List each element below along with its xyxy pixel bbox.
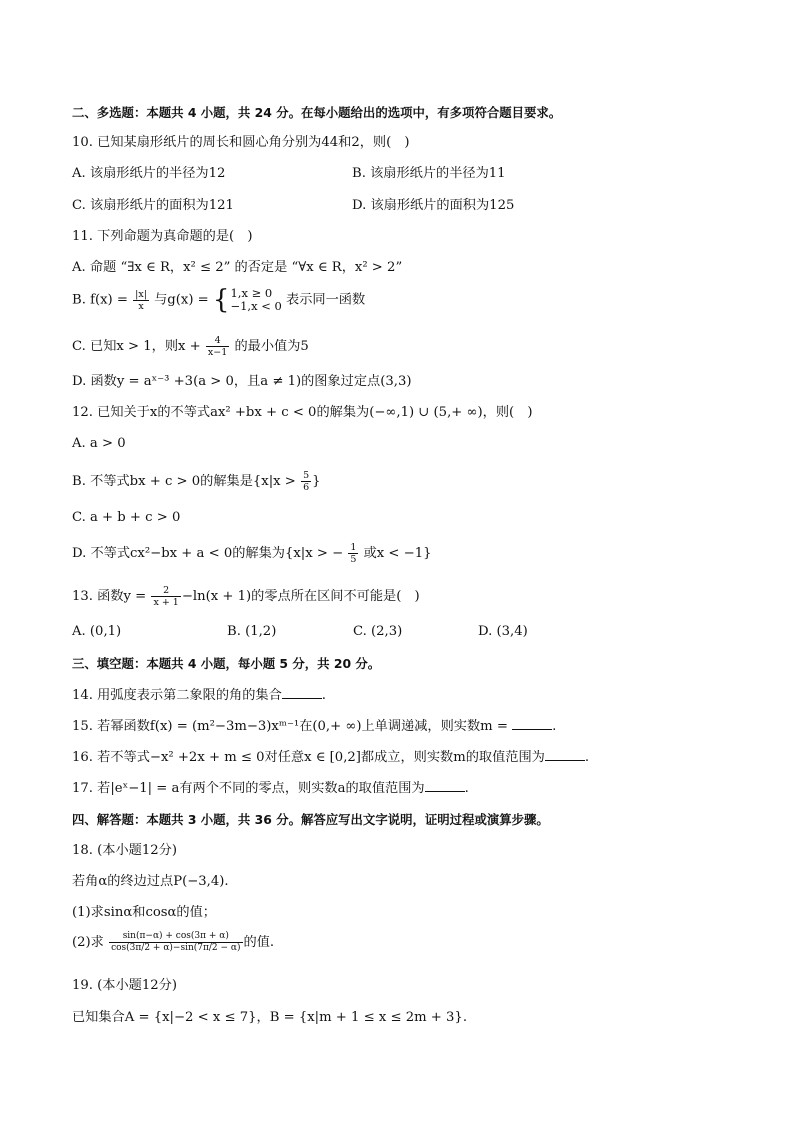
q12b-fraction: $\frac{5}{6}$ xyxy=(303,470,310,493)
question-14: 14. 用弧度表示第二象限的角的集合 . xyxy=(72,688,326,703)
q11-option-a: A. 命题 “∃x ∈ R，x² ≤ 2” 的否定是 “∀x ∈ R，x² > 2” xyxy=(72,260,403,275)
question-11-stem: 11. 下列命题为真命题的是( ) xyxy=(72,229,253,244)
piecewise-cases: 1,x ≥ 0 −1,x < 0 xyxy=(230,286,282,313)
q11-option-d: D. 函数y = aˣ⁻³ +3(a > 0，且a ≠ 1)的图象过定点(3,3) xyxy=(72,374,412,389)
q13-fraction: $\frac{2}{x + 1}$ xyxy=(153,585,179,608)
answer-blank xyxy=(545,748,585,761)
q18-part-2: (2)求 $\frac{\sin(\pi-\alpha) + \cos(3\pi + \alpha)}{\cos(3\pi/2 + \alpha)-\sin(7\pi/2 - \alpha)}$ 的值. xyxy=(72,931,275,953)
question-16: 16. 若不等式−x² +2x + m ≤ 0对任意x ∈ [0,2]都成立，则实数m的取值范围为 . xyxy=(72,750,590,765)
piecewise-brace: { xyxy=(212,285,230,315)
q18-fraction: $\frac{\sin(\pi-\alpha) + \cos(3\pi + \alpha)}{\cos(3\pi/2 + \alpha)-\sin(7\pi/2 - \alpha)}$ xyxy=(111,931,241,953)
q13-option-c: C. (2,3) xyxy=(353,624,403,639)
answer-blank xyxy=(425,779,465,792)
section-header-free-response: 四、解答题：本题共 3 小题，共 36 分。解答应写出文字说明，证明过程或演算步骤。 xyxy=(72,812,549,827)
question-15: 15. 若幂函数f(x) = (m²−3m−3)xᵐ⁻¹在(0,+ ∞)上单调递减，则实数m = . xyxy=(72,719,557,734)
q11b-fraction: $\frac{|x|}{x}$ xyxy=(135,288,147,312)
q19-given: 已知集合A = {x|−2 < x ≤ 7}，B = {x|m + 1 ≤ x ≤ 2m + 3}. xyxy=(72,1010,468,1025)
answer-blank xyxy=(282,686,322,699)
q13-option-b: B. (1,2) xyxy=(227,624,277,639)
q13-option-d: D. (3,4) xyxy=(478,624,528,639)
q12-option-b: B. 不等式bx + c > 0的解集是{x|x > $\frac{5}{6}$ } xyxy=(72,470,321,493)
question-19-title: 19. (本小题12分) xyxy=(72,978,177,993)
q11c-fraction: $\frac{4}{x-1}$ xyxy=(207,335,228,358)
q12-option-a: A. a > 0 xyxy=(72,436,126,451)
q18-part-1: (1)求sinα和cosα的值； xyxy=(72,905,216,920)
q12-option-c: C. a + b + c > 0 xyxy=(72,510,181,525)
q18-given: 若角α的终边过点P(−3,4). xyxy=(72,874,229,889)
q12d-fraction: $\frac{1}{5}$ xyxy=(350,542,357,565)
question-12-stem: 12. 已知关于x的不等式ax² +bx + c < 0的解集为(−∞,1) ∪ (5,+ ∞)，则( ) xyxy=(72,405,533,420)
q11-option-b: B. f(x) = $\frac{|x|}{x}$ 与g(x) = { 1,x ≥ 0 −1,x < 0 表示同一函数 xyxy=(72,285,366,315)
answer-blank xyxy=(512,717,552,730)
question-17: 17. 若|eˣ−1| = a有两个不同的零点，则实数a的取值范围为 . xyxy=(72,781,469,796)
question-13-stem: 13. 函数y = $\frac{2}{x + 1}$ −ln(x + 1)的零点所在区间不可能是( ) xyxy=(72,585,420,608)
question-18-title: 18. (本小题12分) xyxy=(72,843,177,858)
q10-option-a: A. 该扇形纸片的半径为12 xyxy=(72,166,226,181)
q11-option-c: C. 已知x > 1，则x + $\frac{4}{x-1}$ 的最小值为5 xyxy=(72,335,309,358)
question-10-stem: 10. 已知某扇形纸片的周长和圆心角分别为44和2，则( ) xyxy=(72,135,410,150)
section-header-multiple-choice: 二、多选题：本题共 4 小题，共 24 分。在每小题给出的选项中，有多项符合题目要求。 xyxy=(72,105,562,120)
q10-option-b: B. 该扇形纸片的半径为11 xyxy=(352,166,506,181)
q10-option-c: C. 该扇形纸片的面积为121 xyxy=(72,198,234,213)
section-header-fill-in: 三、填空题：本题共 4 小题，每小题 5 分，共 20 分。 xyxy=(72,656,381,671)
q13-option-a: A. (0,1) xyxy=(72,624,122,639)
q12-option-d: D. 不等式cx²−bx + a < 0的解集为{x|x > − $\frac{1}{5}$ 或x < −1} xyxy=(72,542,432,565)
q10-option-d: D. 该扇形纸片的面积为125 xyxy=(352,198,515,213)
